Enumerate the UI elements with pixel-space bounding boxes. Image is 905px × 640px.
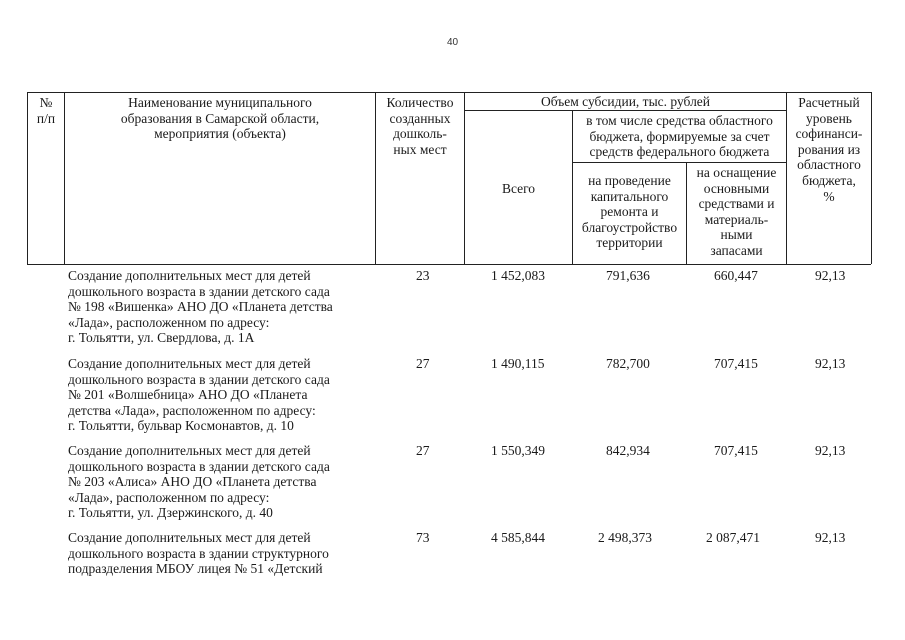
row-equip: 2 087,471 — [706, 530, 760, 545]
table-header-bottom — [27, 264, 871, 265]
row-rate: 92,13 — [815, 268, 846, 283]
header-repair: на проведение капитального ремонта и благоустройство территории — [581, 173, 678, 251]
row-rate: 92,13 — [815, 443, 846, 458]
row-equip: 707,415 — [714, 356, 758, 371]
header-number: № п/п — [36, 95, 56, 126]
row-total: 1 490,115 — [491, 356, 545, 371]
row-repair: 782,700 — [606, 356, 650, 371]
row-count: 27 — [416, 356, 430, 371]
header-subsidy: Объем субсидии, тыс. рублей — [540, 94, 711, 109]
header-count: Количество созданных дошколь- ных мест — [386, 95, 454, 157]
row-equip: 707,415 — [714, 443, 758, 458]
table-row-name: Создание дополнительных мест для детей дошкольного возраста в здании детского сада № 198 «Вишенка» АНО ДО «Планета детства «Лада», расположенном по адресу: г. Тольятти, ул. Свердлова, д. 1А — [68, 268, 333, 346]
header-equip: на оснащение основными средствами и материаль- ными запасами — [696, 165, 777, 258]
border-right — [871, 92, 872, 264]
row-total: 4 585,844 — [491, 530, 545, 545]
table-row-name: Создание дополнительных мест для детей дошкольного возраста в здании детского сада № 201 «Волшебница» АНО ДО «Планета детства «Лада», расположенном по адресу: г. Тольятти, бульвар Космонавтов, д. 10 — [68, 356, 330, 434]
row-repair: 791,636 — [606, 268, 650, 283]
row-total: 1 550,349 — [491, 443, 545, 458]
border-count-subsidy — [464, 92, 465, 264]
page-number: 40 — [446, 37, 459, 48]
federal-header-divider — [572, 162, 786, 163]
row-count: 73 — [416, 530, 430, 545]
header-name: Наименование муниципального образования в Самарской области, мероприятия (объекта) — [120, 95, 320, 142]
table-row-name: Создание дополнительных мест для детей дошкольного возраста в здании детского сада № 203 «Алиса» АНО ДО «Планета детства «Лада», расположенном по адресу: г. Тольятти, ул. Дзержинского, д. 40 — [68, 443, 330, 521]
table-row-name: Создание дополнительных мест для детей дошкольного возраста в здании структурного подразделения МБОУ лицея № 51 «Детский — [68, 530, 329, 577]
header-federal: в том числе средства областного бюджета, формируемые за счет средств федерального бюджета — [586, 113, 773, 160]
header-rate: Расчетный уровень софинанси- рования из областного бюджета, % — [795, 95, 863, 204]
row-rate: 92,13 — [815, 356, 846, 371]
row-rate: 92,13 — [815, 530, 846, 545]
row-count: 27 — [416, 443, 430, 458]
row-repair: 2 498,373 — [598, 530, 652, 545]
subsidy-header-divider — [464, 110, 786, 111]
header-total: Всего — [501, 181, 536, 196]
row-total: 1 452,083 — [491, 268, 545, 283]
table-top-border — [27, 92, 871, 93]
row-count: 23 — [416, 268, 430, 283]
row-equip: 660,447 — [714, 268, 758, 283]
row-repair: 842,934 — [606, 443, 650, 458]
